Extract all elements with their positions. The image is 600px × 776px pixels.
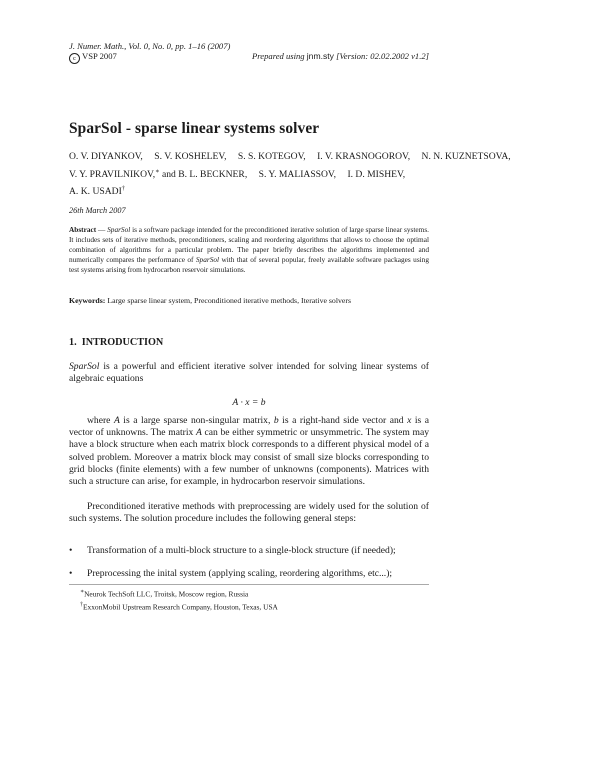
- section-title: INTRODUCTION: [81, 337, 164, 348]
- bullet-icon: •: [69, 545, 73, 556]
- footnote-text: Neurok TechSoft LLC, Troitsk, Moscow region, Russia: [84, 589, 249, 599]
- abstract-label: Abstract: [69, 225, 97, 234]
- author: N. N. KUZNETSOVA,: [421, 151, 511, 162]
- prepared-using-note: [252, 51, 429, 62]
- author-line-2: [69, 165, 539, 183]
- list-item: [69, 545, 429, 556]
- software-name: SparSol: [107, 225, 131, 234]
- list-item-text: Preprocessing the inital system (applying scaling, reordering algorithms, etc...);: [87, 568, 393, 579]
- author: O. V. DIYANKOV,: [69, 151, 143, 162]
- intro-paragraph-1: [69, 361, 429, 385]
- paragraph-text: where: [87, 415, 114, 426]
- list-item-text: Transformation of a multi-block structure to a single-block structure (if needed);: [87, 545, 396, 556]
- author: A. K. USADI: [69, 186, 122, 198]
- abstract-text: is a software package intended for the preconditioned iterative solution of large sparse linear systems. It includes sets of iterative methods, preconditioners, scaling and reordering algorithms that allows to choose the optimal combination of algorithms for a particular problem. The paper briefly describes the algorithms implemented and numerically compares the performance of: [69, 225, 429, 264]
- section-heading: [69, 337, 163, 348]
- abstract: [69, 225, 429, 275]
- keywords-text: Large sparse linear system, Preconditioned iterative methods, Iterative solvers: [105, 296, 351, 305]
- copyright-line: [69, 51, 429, 64]
- paper-title: SparSol - sparse linear systems solver: [69, 120, 320, 137]
- author: S. V. KOSHELEV,: [154, 151, 227, 162]
- author: S. S. KOTEGOV,: [237, 151, 306, 162]
- copyright-icon: c: [69, 53, 80, 64]
- paragraph-text: is a right-hand side vector and: [278, 415, 408, 426]
- keywords: [69, 296, 429, 305]
- abstract-text: with that of several popular, freely available software packages using test systems arising from hydrocarbon reservoir simulations.: [69, 254, 429, 274]
- math-var: A: [195, 427, 202, 439]
- footnote: [80, 602, 278, 611]
- author: V. Y. PRAVILNIKOV,: [69, 168, 156, 180]
- version-note: [Version: 02.02.2002 v1.2]: [336, 51, 429, 61]
- list-item: [69, 568, 429, 579]
- footnote-rule: [69, 584, 429, 585]
- style-file: jnm.sty: [306, 51, 334, 61]
- prepared-prefix: Prepared using: [252, 51, 305, 61]
- footnote-mark: ∗: [80, 589, 85, 595]
- paragraph-text: can be either symmetric or unsymmetric. The system may have a block structure when each matrix block corresponds to a different physical model of a solved problem. Moreover a matrix block may consist of small size blocks corresponding to grid blocks (finite elements) with a few number of unknowns (components). Matrices with such a structure can arise, for example, in hydrocarbon reservoir simulations.: [69, 427, 429, 488]
- paragraph-text: is a vector of unknowns. The matrix: [69, 415, 429, 439]
- footnote-text: ExxonMobil Upstream Research Company, Houston, Texas, USA: [83, 602, 278, 612]
- affiliation-mark: †: [121, 185, 126, 193]
- affiliation-mark: ∗: [155, 167, 160, 175]
- author: I. V. KRASNOGOROV,: [317, 151, 411, 162]
- bullet-icon: •: [69, 568, 73, 579]
- keywords-label: Keywords:: [69, 296, 106, 305]
- author-line-1: [69, 150, 539, 165]
- abstract-dash: —: [96, 225, 108, 234]
- intro-paragraph-2: [69, 415, 429, 488]
- author: and B. L. BECKNER,: [161, 168, 248, 180]
- author: S. Y. MALIASSOV,: [258, 168, 337, 180]
- author-list: [69, 150, 539, 200]
- footnote-mark: †: [80, 602, 83, 608]
- intro-paragraph-3: Preconditioned iterative methods with preprocessing are widely used for the solution of such systems. The solution procedure includes the following general steps:: [69, 501, 429, 525]
- journal-citation: J. Numer. Math., Vol. 0, No. 0, pp. 1–16 (2007): [69, 41, 231, 51]
- math-var: x: [407, 415, 412, 426]
- paper-date: 26th March 2007: [69, 206, 126, 215]
- footnote: [80, 588, 248, 598]
- section-number: 1.: [69, 337, 77, 348]
- author-line-3: [69, 182, 539, 200]
- paragraph-text: is a powerful and efficient iterative solver intended for solving linear systems of algebraic equations: [69, 361, 429, 385]
- equation: A · x = b: [232, 397, 266, 408]
- publisher: VSP 2007: [82, 51, 117, 61]
- software-name: SparSol: [195, 254, 220, 264]
- software-name: SparSol: [69, 361, 100, 372]
- math-var: b: [273, 415, 279, 426]
- paragraph-text: is a large sparse non-singular matrix,: [119, 415, 274, 426]
- math-var: A: [113, 415, 120, 426]
- author: I. D. MISHEV,: [347, 168, 406, 180]
